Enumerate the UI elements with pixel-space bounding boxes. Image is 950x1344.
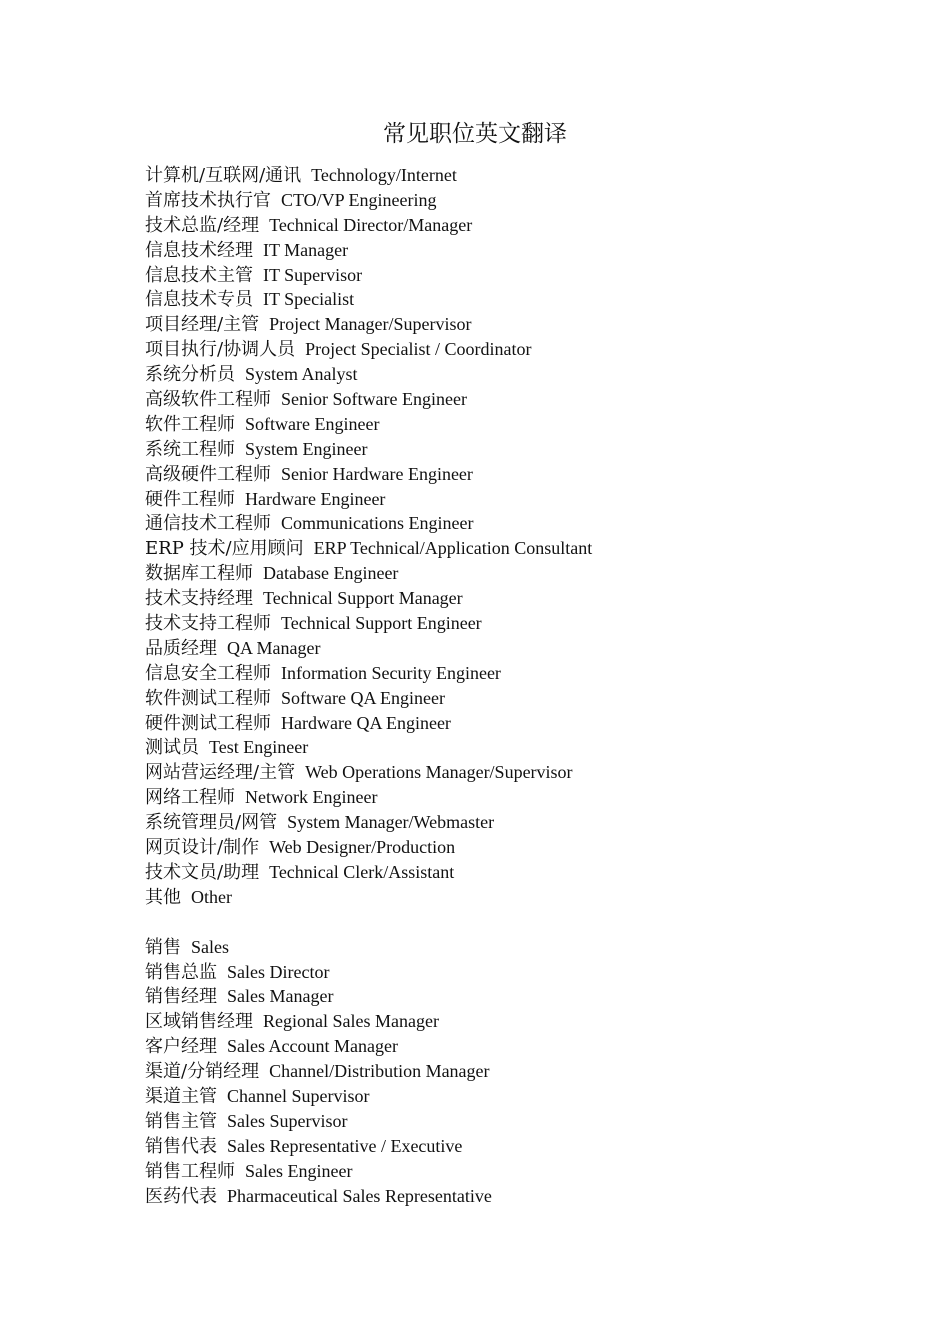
job-title-row (145, 611, 592, 636)
english-title: Sales Engineer (245, 1160, 353, 1181)
english-title: Pharmaceutical Sales Representative (227, 1185, 492, 1206)
job-title-row (145, 238, 592, 263)
chinese-title: 渠道/分销经理 (145, 1061, 260, 1083)
section-spacer (145, 910, 592, 935)
chinese-title: 硬件测试工程师 (145, 712, 271, 734)
job-title-row (145, 412, 592, 437)
chinese-title: 项目经理/主管 (145, 314, 260, 336)
english-title: Database Engineer (263, 563, 399, 584)
english-title: Sales (191, 936, 229, 957)
job-title-row (145, 561, 592, 586)
english-title: CTO/VP Engineering (281, 189, 437, 210)
job-title-row (145, 263, 592, 288)
chinese-title: 销售 (145, 936, 181, 958)
english-title: Regional Sales Manager (263, 1011, 439, 1032)
chinese-title: 信息技术专员 (145, 289, 253, 311)
english-title: IT Manager (263, 239, 349, 260)
chinese-title: 医药代表 (145, 1185, 217, 1207)
chinese-title: 技术总监/经理 (145, 214, 260, 236)
chinese-title: 首席技术执行官 (145, 189, 271, 211)
english-title: Channel/Distribution Manager (269, 1061, 490, 1082)
english-title: Technical Support Manager (263, 588, 463, 609)
job-title-row (145, 960, 592, 985)
english-title: Other (191, 886, 232, 907)
chinese-title: 硬件工程师 (145, 488, 235, 510)
job-title-row (145, 337, 592, 362)
chinese-title: 软件工程师 (145, 413, 235, 435)
job-title-row (145, 860, 592, 885)
job-title-row (145, 785, 592, 810)
job-title-row (145, 487, 592, 512)
job-title-row (145, 437, 592, 462)
chinese-title: 网页设计/制作 (145, 837, 260, 859)
english-title: QA Manager (227, 637, 321, 658)
english-title: Technical Director/Manager (269, 214, 473, 235)
english-title: IT Specialist (263, 289, 355, 310)
english-title: Channel Supervisor (227, 1085, 370, 1106)
chinese-title: 通信技术工程师 (145, 513, 271, 535)
english-title: Test Engineer (209, 737, 309, 758)
job-title-row (145, 1134, 592, 1159)
english-title: Project Manager/Supervisor (269, 314, 472, 335)
english-title: Communications Engineer (281, 513, 474, 534)
chinese-title: 数据库工程师 (145, 563, 253, 585)
chinese-title: 销售代表 (145, 1135, 217, 1157)
job-title-row (145, 163, 592, 188)
job-title-row (145, 835, 592, 860)
chinese-title: ERP 技术/应用顾问 (145, 538, 304, 560)
job-title-list (145, 163, 592, 1208)
chinese-title: 软件测试工程师 (145, 687, 271, 709)
english-title: Technical Clerk/Assistant (269, 861, 455, 882)
chinese-title: 渠道主管 (145, 1085, 217, 1107)
job-title-row (145, 661, 592, 686)
job-title-row (145, 287, 592, 312)
english-title: Sales Supervisor (227, 1110, 348, 1131)
english-title: Information Security Engineer (281, 662, 501, 683)
job-title-row (145, 312, 592, 337)
chinese-title: 技术文员/助理 (145, 861, 260, 883)
job-title-row (145, 984, 592, 1009)
chinese-title: 系统分析员 (145, 364, 235, 386)
chinese-title: 网络工程师 (145, 787, 235, 809)
english-title: Project Specialist / Coordinator (305, 339, 532, 360)
english-title: Sales Manager (227, 986, 334, 1007)
chinese-title: 信息技术经理 (145, 239, 253, 261)
english-title: Sales Director (227, 961, 330, 982)
chinese-title: 高级软件工程师 (145, 389, 271, 411)
job-title-row (145, 511, 592, 536)
english-title: System Engineer (245, 438, 368, 459)
job-title-row (145, 636, 592, 661)
chinese-title: 系统工程师 (145, 438, 235, 460)
english-title: System Manager/Webmaster (287, 812, 495, 833)
english-title: Technical Support Engineer (281, 613, 482, 634)
english-title: Senior Software Engineer (281, 389, 467, 410)
document-title: 常见职位英文翻译 (383, 121, 567, 147)
job-title-row (145, 1184, 592, 1209)
job-title-row (145, 362, 592, 387)
job-title-row (145, 760, 592, 785)
job-title-row (145, 735, 592, 760)
chinese-title: 项目执行/协调人员 (145, 339, 296, 361)
chinese-title: 系统管理员/网管 (145, 812, 278, 834)
job-title-row (145, 536, 592, 561)
job-title-row (145, 462, 592, 487)
job-title-row (145, 188, 592, 213)
english-title: ERP Technical/Application Consultant (313, 538, 593, 559)
job-title-row (145, 711, 592, 736)
chinese-title: 测试员 (145, 737, 199, 759)
english-title: Web Operations Manager/Supervisor (305, 762, 573, 783)
chinese-title: 其他 (145, 886, 181, 908)
chinese-title: 销售总监 (145, 961, 217, 983)
job-title-row (145, 213, 592, 238)
job-title-row (145, 1109, 592, 1134)
chinese-title: 品质经理 (145, 637, 217, 659)
english-title: IT Supervisor (263, 264, 363, 285)
chinese-title: 技术支持工程师 (145, 613, 271, 635)
chinese-title: 客户经理 (145, 1036, 217, 1058)
job-title-row (145, 1084, 592, 1109)
english-title: Sales Account Manager (227, 1036, 398, 1057)
chinese-title: 计算机/互联网/通讯 (145, 165, 302, 186)
english-title: Sales Representative / Executive (227, 1135, 463, 1156)
chinese-title: 信息技术主管 (145, 264, 253, 286)
chinese-title: 销售主管 (145, 1110, 217, 1132)
english-title: Hardware Engineer (245, 488, 386, 509)
job-title-row (145, 1159, 592, 1184)
job-title-row (145, 586, 592, 611)
job-title-row (145, 1059, 592, 1084)
english-title: System Analyst (245, 364, 358, 385)
chinese-title: 网站营运经理/主管 (145, 762, 296, 784)
job-title-row (145, 686, 592, 711)
english-title: Technology/Internet (311, 165, 457, 185)
chinese-title: 销售工程师 (145, 1160, 235, 1182)
english-title: Hardware QA Engineer (281, 712, 451, 733)
job-title-row (145, 885, 592, 910)
job-title-row (145, 1034, 592, 1059)
job-title-row (145, 810, 592, 835)
job-title-row (145, 1009, 592, 1034)
chinese-title: 区域销售经理 (145, 1011, 253, 1033)
job-title-row (145, 935, 592, 960)
chinese-title: 信息安全工程师 (145, 662, 271, 684)
chinese-title: 高级硬件工程师 (145, 463, 271, 485)
chinese-title: 技术支持经理 (145, 588, 253, 610)
chinese-title: 销售经理 (145, 986, 217, 1008)
english-title: Senior Hardware Engineer (281, 463, 473, 484)
english-title: Network Engineer (245, 787, 378, 808)
job-title-row (145, 387, 592, 412)
english-title: Web Designer/Production (269, 837, 456, 858)
english-title: Software Engineer (245, 413, 380, 434)
english-title: Software QA Engineer (281, 687, 445, 708)
